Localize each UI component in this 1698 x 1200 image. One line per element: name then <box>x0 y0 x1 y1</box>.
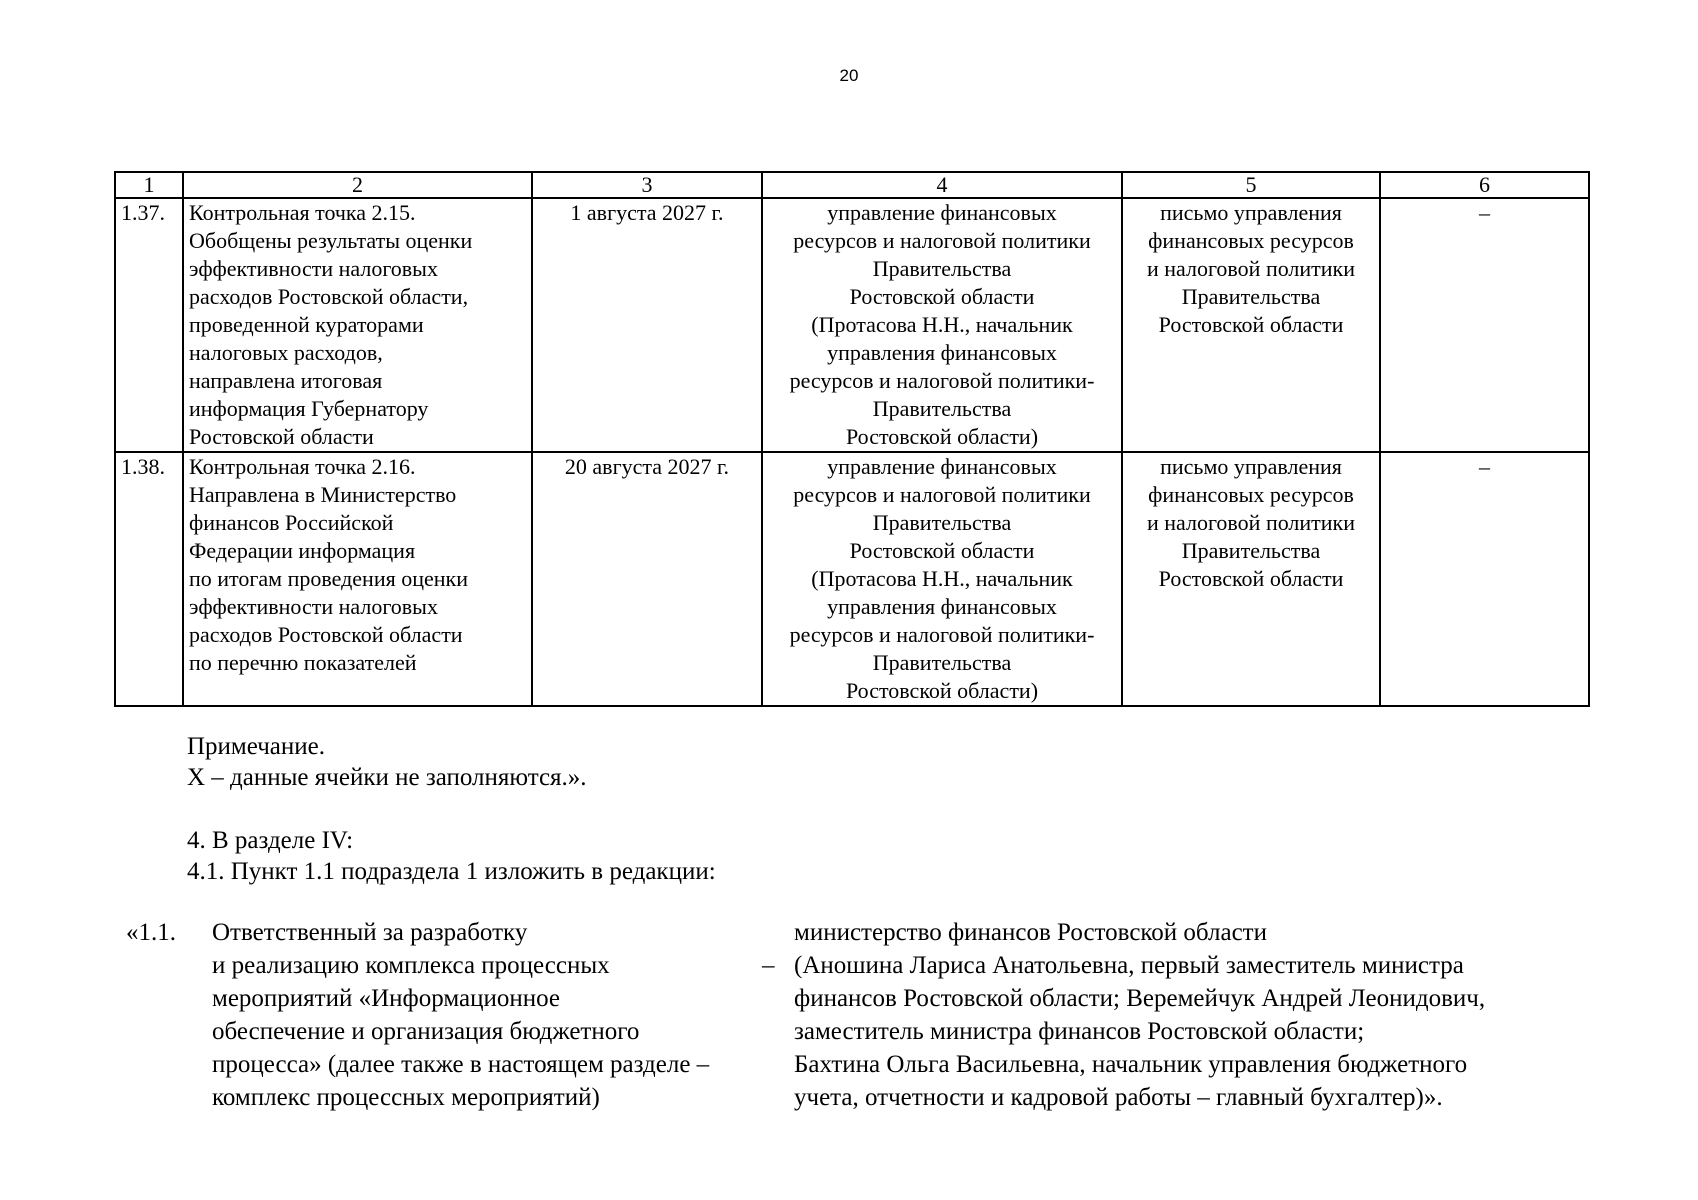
description-line: Контрольная точка 2.16. <box>189 454 416 479</box>
plan-table <box>114 171 1590 707</box>
description-line: финансов Российской <box>189 510 394 535</box>
row-number: 1.37. <box>115 198 183 452</box>
note-text: X – данные ячейки не заполняются.». <box>187 764 587 791</box>
responsible-line: управление финансовых <box>827 454 1057 479</box>
row-number: 1.38. <box>115 452 183 706</box>
row-responsible <box>762 452 1122 706</box>
responsible-line: управление финансовых <box>827 200 1057 225</box>
description-line: эффективности налоговых <box>189 594 438 619</box>
item-label <box>212 916 709 1114</box>
description-line: проведенной кураторами <box>189 312 424 337</box>
section-block <box>187 825 716 887</box>
header-col-3: 3 <box>532 172 762 198</box>
document-line: и налоговой политики <box>1146 256 1356 281</box>
header-col-5: 5 <box>1122 172 1380 198</box>
row-responsible <box>762 198 1122 452</box>
document-line: Правительства <box>1181 284 1321 309</box>
header-col-2: 2 <box>183 172 532 198</box>
document-line: финансовых ресурсов <box>1148 228 1354 253</box>
document-line: финансовых ресурсов <box>1148 482 1354 507</box>
row-description <box>183 452 532 706</box>
document-line: Ростовской области <box>1158 312 1344 337</box>
item-label-line: процесса» (далее также в настоящем разделе – <box>212 1051 710 1078</box>
responsible-line: ресурсов и налоговой политики <box>793 482 1091 507</box>
item-dash: – <box>762 952 775 979</box>
row-col6: – <box>1380 452 1589 706</box>
section-instruction: 4.1. Пункт 1.1 подраздела 1 изложить в редакции: <box>187 858 716 885</box>
section-heading: 4. В разделе IV: <box>187 827 354 854</box>
item-value-line: министерство финансов Ростовской области <box>794 919 1267 946</box>
responsible-line: ресурсов и налоговой политики- <box>789 622 1095 647</box>
row-date: 1 августа 2027 г. <box>532 198 762 452</box>
item-label-line: комплекс процессных мероприятий) <box>212 1084 600 1111</box>
description-line: Направлена в Министерство <box>189 482 457 507</box>
description-line: по перечню показателей <box>189 650 417 675</box>
responsible-line: Ростовской области <box>849 538 1035 563</box>
document-line: письмо управления <box>1160 454 1342 479</box>
description-line: Федерации информация <box>189 538 416 563</box>
responsible-line: ресурсов и налоговой политики <box>793 228 1091 253</box>
responsible-line: Правительства <box>872 650 1012 675</box>
item-value-line: заместитель министра финансов Ростовской области; <box>794 1018 1365 1045</box>
responsible-line: ресурсов и налоговой политики- <box>789 368 1095 393</box>
responsible-line: Ростовской области) <box>845 424 1039 449</box>
description-line: Обобщены результаты оценки <box>189 228 473 253</box>
description-line: Контрольная точка 2.15. <box>189 200 416 225</box>
description-line: налоговых расходов, <box>189 340 383 365</box>
document-line: и налоговой политики <box>1146 510 1356 535</box>
page-number: 20 <box>839 66 859 85</box>
responsible-line: Правительства <box>872 396 1012 421</box>
description-line: направлена итоговая <box>189 368 383 393</box>
item-label-line: мероприятий «Информационное <box>212 985 561 1012</box>
note-block <box>187 731 587 793</box>
row-document <box>1122 198 1380 452</box>
description-line: по итогам проведения оценки <box>189 566 468 591</box>
table-header-row <box>115 172 1589 198</box>
description-line: расходов Ростовской области <box>189 622 463 647</box>
item-value-line: финансов Ростовской области; Веремейчук Андрей Леонидович, <box>794 985 1486 1012</box>
document-line: Ростовской области <box>1158 566 1344 591</box>
table-row <box>115 452 1589 706</box>
note-title: Примечание. <box>187 733 326 760</box>
table-row <box>115 198 1589 452</box>
row-date: 20 августа 2027 г. <box>532 452 762 706</box>
item-value <box>794 916 1485 1114</box>
header-col-1: 1 <box>115 172 183 198</box>
row-col6: – <box>1380 198 1589 452</box>
item-label-line: и реализацию комплекса процессных <box>212 952 610 979</box>
responsible-line: (Протасова Н.Н., начальник <box>811 312 1073 337</box>
responsible-line: (Протасова Н.Н., начальник <box>811 566 1073 591</box>
item-value-line: Бахтина Ольга Васильевна, начальник управления бюджетного <box>794 1051 1468 1078</box>
item-value-line: (Аношина Лариса Анатольевна, первый заместитель министра <box>794 952 1464 979</box>
document-line: письмо управления <box>1160 200 1342 225</box>
item-label-line: Ответственный за разработку <box>212 919 528 946</box>
description-line: расходов Ростовской области, <box>189 284 469 309</box>
description-line: информация Губернатору <box>189 396 429 421</box>
responsible-line: Ростовской области) <box>845 678 1039 703</box>
responsible-line: Ростовской области <box>849 284 1035 309</box>
responsible-line: управления финансовых <box>827 594 1057 619</box>
item-value-line: учета, отчетности и кадровой работы – главный бухгалтер)». <box>794 1084 1443 1111</box>
row-description <box>183 198 532 452</box>
item-label-line: обеспечение и организация бюджетного <box>212 1018 640 1045</box>
header-col-6: 6 <box>1380 172 1589 198</box>
document-line: Правительства <box>1181 538 1321 563</box>
responsible-line: Правительства <box>872 510 1012 535</box>
row-document <box>1122 452 1380 706</box>
item-number: «1.1. <box>126 919 176 946</box>
responsible-line: управления финансовых <box>827 340 1057 365</box>
description-line: эффективности налоговых <box>189 256 438 281</box>
description-line: Ростовской области <box>189 424 374 449</box>
header-col-4: 4 <box>762 172 1122 198</box>
responsible-line: Правительства <box>872 256 1012 281</box>
